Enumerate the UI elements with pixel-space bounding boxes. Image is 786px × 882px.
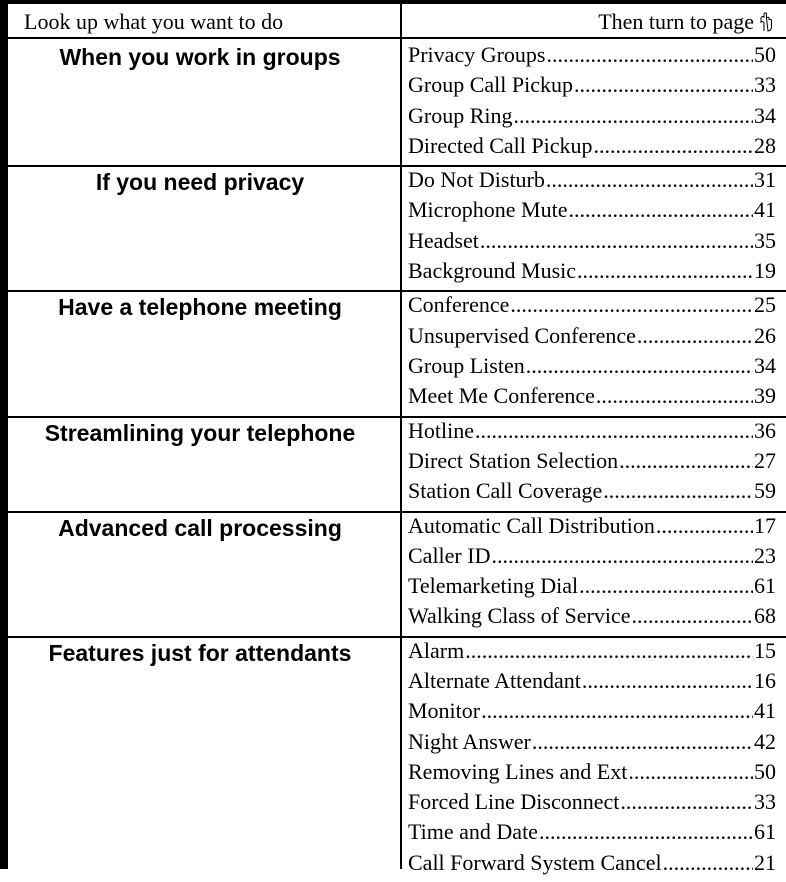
- feature-entry: [408, 729, 776, 759]
- feature-name: Group Ring: [408, 102, 513, 128]
- feature-entry: [408, 197, 776, 227]
- feature-entry: [408, 698, 776, 728]
- feature-entry: [408, 383, 776, 413]
- dot-leader: [620, 789, 753, 815]
- feature-entry: [408, 573, 776, 603]
- pointing-hand-icon: [758, 12, 774, 38]
- dot-leader: [577, 258, 753, 284]
- section: [0, 165, 786, 290]
- dot-leader: [619, 448, 753, 474]
- page-number: 26: [754, 322, 776, 348]
- page-number: 34: [754, 352, 776, 378]
- section-title: Features just for attendants: [48, 639, 352, 666]
- feature-name: Monitor: [408, 698, 481, 724]
- feature-name: Night Answer: [408, 728, 531, 754]
- page-number: 41: [754, 197, 776, 223]
- feature-name: Direct Station Selection: [408, 447, 619, 473]
- section-title: Have a telephone meeting: [58, 294, 342, 321]
- section: [0, 416, 786, 511]
- dot-leader: [568, 197, 753, 223]
- page-number: 39: [754, 383, 776, 409]
- header-left-label: Look up what you want to do: [24, 9, 284, 34]
- feature-name: Group Call Pickup: [408, 72, 573, 98]
- dot-leader: [481, 698, 753, 724]
- page-number: 16: [754, 667, 776, 693]
- dot-leader: [631, 603, 753, 629]
- feature-name: Hotline: [408, 417, 474, 443]
- dot-leader: [574, 72, 753, 98]
- dot-leader: [596, 383, 753, 409]
- dot-leader: [510, 292, 753, 318]
- header-divider: [0, 37, 786, 39]
- feature-name: Meet Me Conference: [408, 383, 595, 409]
- page-number: 33: [754, 789, 776, 815]
- dot-leader: [579, 573, 753, 599]
- feature-name: Caller ID: [408, 542, 491, 568]
- feature-name: Alarm: [408, 637, 465, 663]
- dot-leader: [475, 418, 753, 444]
- page-number: 35: [754, 227, 776, 253]
- feature-name: Directed Call Pickup: [408, 132, 593, 158]
- feature-entry: [408, 103, 776, 133]
- feature-name: Walking Class of Service: [408, 603, 631, 629]
- page-number: 61: [754, 573, 776, 599]
- dot-leader: [491, 543, 753, 569]
- feature-entry: [408, 819, 776, 849]
- page-number: 31: [754, 167, 776, 193]
- feature-entry: [408, 323, 776, 353]
- page-number: 34: [754, 102, 776, 128]
- feature-name: Telemarketing Dial: [408, 573, 579, 599]
- feature-name: Alternate Attendant: [408, 667, 581, 693]
- feature-name: Background Music: [408, 258, 577, 284]
- feature-entry: [408, 228, 776, 258]
- dot-leader: [594, 133, 753, 159]
- top-border: [0, 0, 786, 4]
- header-right: [598, 9, 774, 38]
- feature-entry: [408, 448, 776, 478]
- page-number: 36: [754, 417, 776, 443]
- page-number: 50: [754, 42, 776, 67]
- dot-leader: [663, 850, 753, 876]
- feature-entry: [408, 478, 776, 508]
- feature-name: Privacy Groups: [408, 42, 546, 67]
- feature-entry: [408, 353, 776, 383]
- page-number: 33: [754, 72, 776, 98]
- section: [0, 40, 786, 165]
- feature-name: Group Listen: [408, 352, 525, 378]
- page-number: 19: [754, 258, 776, 284]
- dot-leader: [514, 103, 754, 129]
- page-number: 17: [754, 512, 776, 538]
- feature-name: Unsupervised Conference: [408, 322, 636, 348]
- feature-name: Headset: [408, 227, 479, 253]
- section: [0, 290, 786, 415]
- page-number: 61: [754, 819, 776, 845]
- dot-leader: [539, 819, 753, 845]
- section: [0, 636, 786, 882]
- feature-entry: [408, 133, 776, 163]
- feature-name: Conference: [408, 292, 510, 318]
- page-number: 23: [754, 542, 776, 568]
- page-number: 27: [754, 447, 776, 473]
- feature-entry: [408, 42, 776, 72]
- dot-leader: [628, 759, 753, 785]
- feature-entry: [408, 603, 776, 633]
- page-number: 21: [754, 849, 776, 875]
- section-title: Advanced call processing: [58, 514, 342, 541]
- dot-leader: [603, 478, 753, 504]
- dot-leader: [480, 228, 753, 254]
- feature-entry: [408, 258, 776, 288]
- page-number: 42: [754, 728, 776, 754]
- page-number: 41: [754, 698, 776, 724]
- section-title: Streamlining your telephone: [44, 419, 356, 446]
- dot-leader: [465, 638, 753, 664]
- feature-name: Forced Line Disconnect: [408, 789, 620, 815]
- section-title: If you need privacy: [95, 169, 305, 196]
- feature-entry: [408, 638, 776, 668]
- feature-name: Station Call Coverage: [408, 478, 603, 504]
- feature-entry: [408, 72, 776, 102]
- feature-name: Call Forward System Cancel: [408, 849, 662, 875]
- page-number: 25: [754, 292, 776, 318]
- feature-entry: [408, 543, 776, 573]
- section-title: When you work in groups: [59, 44, 341, 70]
- dot-leader: [526, 353, 753, 379]
- page-number: 50: [754, 758, 776, 784]
- feature-name: Time and Date: [408, 819, 538, 845]
- dot-leader: [546, 42, 753, 68]
- page-number: 28: [754, 132, 776, 158]
- feature-entry: [408, 292, 776, 322]
- page-number: 59: [754, 478, 776, 504]
- dot-leader: [656, 513, 753, 539]
- feature-entry: [408, 668, 776, 698]
- feature-entry: [408, 789, 776, 819]
- feature-name: Do Not Disturb: [408, 167, 545, 193]
- dot-leader: [532, 729, 753, 755]
- dot-leader: [546, 167, 753, 193]
- header-right-label: Then turn to page: [598, 9, 754, 34]
- page-number: 15: [754, 637, 776, 663]
- feature-name: Microphone Mute: [408, 197, 568, 223]
- feature-name: Removing Lines and Ext: [408, 758, 628, 784]
- dot-leader: [637, 323, 753, 349]
- dot-leader: [582, 668, 753, 694]
- page-number: 68: [754, 603, 776, 629]
- feature-entry: [408, 167, 776, 197]
- section: [0, 511, 786, 636]
- feature-entry: [408, 759, 776, 789]
- feature-entry: [408, 850, 776, 880]
- feature-entry: [408, 418, 776, 448]
- feature-entry: [408, 513, 776, 543]
- feature-name: Automatic Call Distribution: [408, 512, 655, 538]
